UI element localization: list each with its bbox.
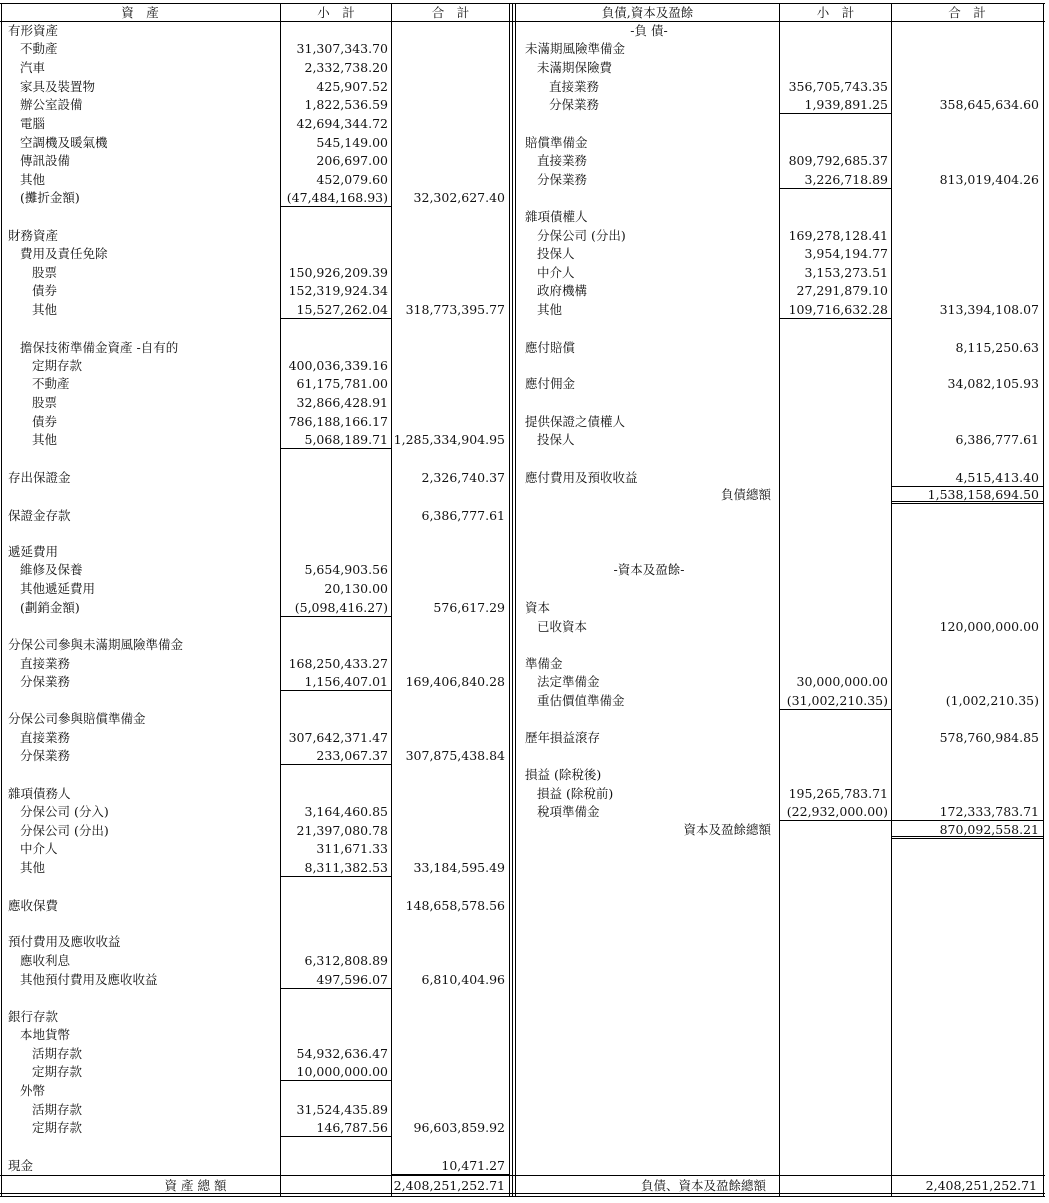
left-row-label: 債券 [32, 414, 58, 429]
left-total-value: 33,184,595.49 [413, 860, 505, 875]
right-total-value: 120,000,000.00 [939, 619, 1039, 634]
right-row-label: 投保人 [537, 432, 575, 447]
left-total-value: 169,406,840.28 [405, 674, 505, 689]
left-row-label: (攤折金額) [20, 190, 80, 205]
liab-total-label: 負債、資本及盈餘總額 [640, 1178, 766, 1193]
left-total-value: 318,773,395.77 [405, 302, 505, 317]
left-row-label: 定期存款 [32, 1120, 83, 1135]
right-row-label: 投保人 [537, 246, 575, 261]
right-row-label: 賠償準備金 [525, 135, 588, 150]
left-row-label: 雜項債務人 [8, 786, 71, 801]
left-subtotal-value: 311,671.33 [316, 841, 388, 856]
left-subtotal-value: 786,188,166.17 [288, 414, 388, 429]
left-row-label: 保證金存款 [8, 508, 71, 523]
left-total-value: 10,471.27 [392, 1157, 509, 1175]
left-row-label: 債券 [32, 283, 58, 298]
left-row-label: 應收利息 [20, 953, 71, 968]
left-row-label: 股票 [32, 395, 58, 410]
left-row-label: 分保公司參與賠償準備金 [8, 711, 146, 726]
left-row-label: 銀行存款 [8, 1009, 59, 1024]
left-row-label: 分保公司參與未滿期風險準備金 [8, 637, 184, 652]
left-subtotal-value: 10,000,000.00 [281, 1063, 391, 1081]
left-row-label: 辦公室設備 [20, 97, 83, 112]
left-subtotal-value: 425,907.52 [316, 79, 388, 94]
left-subtotal-value: 168,250,433.27 [288, 656, 388, 671]
right-row-label: 應付佣金 [525, 376, 576, 391]
right-row-label: 法定準備金 [537, 674, 600, 689]
right-row-label: 中介人 [537, 265, 575, 280]
right-row-label: 政府機構 [537, 283, 588, 298]
left-subtotal-value: 545,149.00 [316, 135, 388, 150]
left-row-label: 不動產 [32, 376, 70, 391]
right-total-value: 34,082,105.93 [947, 376, 1039, 391]
left-subtotal-value: 152,319,924.34 [288, 283, 388, 298]
right-row-label: 損益 (除稅前) [537, 786, 614, 801]
left-subtotal-value: (5,098,416.27) [281, 599, 391, 617]
left-total-value: 576,617.29 [433, 600, 505, 615]
left-row-label: 分保公司 (分入) [20, 804, 109, 819]
right-row-label: 提供保證之債權人 [525, 414, 626, 429]
right-total-value: 6,386,777.61 [955, 432, 1039, 447]
liab-total-value: 2,408,251,252.71 [925, 1178, 1037, 1193]
right-row-label: 直接業務 [537, 153, 588, 168]
left-total-value: 2,326,740.37 [421, 470, 505, 485]
right-row-label: 應付賠償 [525, 340, 576, 355]
left-subtotal-value: 1,156,407.01 [281, 673, 391, 691]
right-row-label: 已收資本 [537, 619, 588, 634]
right-row-label: 歷年損益滾存 [525, 730, 601, 745]
left-row-label: 本地貨幣 [20, 1027, 71, 1042]
left-row-label: 定期存款 [32, 358, 83, 373]
left-row-label: 傳訊設備 [20, 153, 71, 168]
left-row-label: 其他預付費用及應收收益 [20, 972, 158, 987]
right-subtotal-value: (22,932,000.00) [780, 803, 891, 821]
right-subtotal-value: 195,265,783.71 [788, 786, 888, 801]
left-row-label: 分保業務 [20, 674, 71, 689]
right-total-value: 813,019,404.26 [939, 172, 1039, 187]
left-row-label: 應收保費 [8, 898, 59, 913]
left-row-label: 不動產 [20, 41, 58, 56]
left-row-label: 其他 [20, 172, 46, 187]
left-row-label: 活期存款 [32, 1102, 83, 1117]
left-subtotal-value: 307,642,371.47 [288, 730, 388, 745]
left-row-label: 外幣 [20, 1083, 46, 1098]
assets-total-value: 2,408,251,252.71 [393, 1178, 505, 1193]
left-row-label: 直接業務 [20, 656, 71, 671]
left-row-label: 分保業務 [20, 748, 71, 763]
right-subtotal-value: 3,226,718.89 [780, 171, 891, 189]
left-row-label: 分保公司 (分出) [20, 823, 109, 838]
left-row-label: 股票 [32, 265, 58, 280]
right-total-value: 8,115,250.63 [955, 340, 1039, 355]
left-subtotal-value: 206,697.00 [316, 153, 388, 168]
left-row-label: 其他 [32, 302, 58, 317]
right-subtotal-value: 356,705,743.35 [788, 79, 888, 94]
left-subtotal-value: 42,694,344.72 [296, 116, 388, 131]
left-subtotal-value: 497,596.07 [281, 971, 391, 989]
right-row-label: 分保公司 (分出) [537, 228, 626, 243]
left-subtotal-value: 3,164,460.85 [304, 804, 388, 819]
right-subtotal-value: 27,291,879.10 [796, 283, 888, 298]
right-row-label: 雜項債權人 [525, 209, 588, 224]
left-subtotal-value: 8,311,382.53 [281, 859, 391, 877]
left-subtotal-value: 233,067.37 [281, 747, 391, 765]
left-row-label: 存出保證金 [8, 470, 71, 485]
left-row-label: 有形資產 [8, 23, 59, 38]
left-total-value: 32,302,627.40 [413, 190, 505, 205]
right-row-label: 稅項準備金 [537, 804, 600, 819]
right-row-label: 其他 [537, 302, 563, 317]
left-row-label: 定期存款 [32, 1064, 83, 1079]
left-row-label: 財務資產 [8, 228, 59, 243]
left-total-value: 6,810,404.96 [421, 972, 505, 987]
right-subtotal-value: 809,792,685.37 [788, 153, 888, 168]
left-row-label: 其他 [20, 860, 46, 875]
header-subtotal-right: 小 計 [816, 5, 855, 20]
right-row-label: 直接業務 [549, 79, 600, 94]
right-row-label: 應付費用及預收收益 [525, 470, 638, 485]
header-total-right: 合 計 [948, 5, 986, 20]
left-total-value: 307,875,438.84 [405, 748, 505, 763]
right-total-value: 172,333,783.71 [892, 803, 1043, 821]
left-subtotal-value: 32,866,428.91 [296, 395, 388, 410]
left-row-label: 家具及裝置物 [20, 79, 96, 94]
left-total-value: 148,658,578.56 [405, 898, 505, 913]
left-subtotal-value: 1,822,536.59 [304, 97, 388, 112]
right-total-value: 4,515,413.40 [892, 469, 1043, 487]
right-subtotal-value: 109,716,632.28 [780, 301, 891, 319]
left-subtotal-value: 15,527,262.04 [281, 301, 391, 319]
right-row-label: 資本及盈餘總額 [683, 822, 771, 837]
right-row-label: 分保業務 [537, 172, 588, 187]
left-row-label: 中介人 [20, 841, 58, 856]
left-total-value: 96,603,859.92 [413, 1120, 505, 1135]
left-subtotal-value: 54,932,636.47 [296, 1046, 388, 1061]
header-assets: 資 產 [121, 5, 159, 20]
right-subtotal-value: 3,153,273.51 [804, 265, 888, 280]
left-row-label: 現金 [8, 1158, 34, 1173]
right-row-label: 未滿期保險費 [537, 60, 613, 75]
left-row-label: 維修及保養 [20, 562, 83, 577]
right-row-label: 重估價值準備金 [537, 693, 625, 708]
right-row-label: -負 債- [630, 23, 668, 38]
left-row-label: (劃銷金額) [20, 600, 80, 615]
right-total-value: 870,092,558.21 [892, 821, 1043, 839]
left-subtotal-value: 150,926,209.39 [288, 265, 388, 280]
left-subtotal-value: 452,079.60 [316, 172, 388, 187]
right-subtotal-value: 1,939,891.25 [780, 96, 891, 114]
left-row-label: 空調機及暖氣機 [20, 135, 108, 150]
right-subtotal-value: 169,278,128.41 [788, 228, 888, 243]
left-total-value: 1,285,334,904.95 [393, 432, 505, 447]
left-subtotal-value: 146,787.56 [281, 1119, 391, 1137]
right-total-value: 313,394,108.07 [939, 302, 1039, 317]
left-row-label: 其他遞延費用 [20, 581, 96, 596]
left-total-value: 6,386,777.61 [421, 508, 505, 523]
left-subtotal-value: 20,130.00 [324, 581, 388, 596]
left-row-label: 擔保技術準備金資產 -自有的 [20, 340, 179, 355]
left-subtotal-value: 21,397,080.78 [296, 823, 388, 838]
assets-total-label: 資 產 總 額 [164, 1178, 227, 1193]
left-subtotal-value: 31,524,435.89 [296, 1102, 388, 1117]
right-total-value: 578,760,984.85 [939, 730, 1039, 745]
right-row-label: 準備金 [525, 656, 563, 671]
right-subtotal-value: 3,954,194.77 [804, 246, 888, 261]
right-total-value: 1,538,158,694.50 [892, 486, 1043, 504]
left-row-label: 預付費用及應收收益 [8, 934, 121, 949]
right-row-label: 損益 (除稅後) [525, 767, 602, 782]
left-subtotal-value: 2,332,738.20 [304, 60, 388, 75]
right-subtotal-value: (31,002,210.35) [780, 692, 891, 710]
right-row-label: 負債總額 [720, 487, 771, 502]
right-subtotal-value: 30,000,000.00 [796, 674, 888, 689]
left-row-label: 汽車 [20, 60, 46, 75]
left-row-label: 費用及責任免除 [20, 246, 108, 261]
right-row-label: -資本及盈餘- [613, 562, 685, 577]
header-total-left: 合 計 [431, 5, 470, 20]
left-subtotal-value: 5,068,189.71 [281, 431, 391, 449]
left-row-label: 電腦 [20, 116, 46, 131]
right-total-value: (1,002,210.35) [945, 693, 1039, 708]
right-row-label: 資本 [525, 600, 551, 615]
right-total-value: 358,645,634.60 [939, 97, 1039, 112]
header-liabilities: 負債,資本及盈餘 [601, 5, 694, 20]
left-subtotal-value: 400,036,339.16 [288, 358, 388, 373]
right-row-label: 未滿期風險準備金 [525, 41, 626, 56]
left-subtotal-value: (47,484,168.93) [281, 189, 391, 207]
header-subtotal-left: 小 計 [317, 5, 355, 20]
left-subtotal-value: 6,312,808.89 [304, 953, 388, 968]
right-row-label: 分保業務 [549, 97, 600, 112]
left-subtotal-value: 61,175,781.00 [296, 376, 388, 391]
left-row-label: 其他 [32, 432, 58, 447]
left-row-label: 遞延費用 [8, 544, 59, 559]
left-row-label: 直接業務 [20, 730, 71, 745]
left-subtotal-value: 5,654,903.56 [304, 562, 388, 577]
left-row-label: 活期存款 [32, 1046, 83, 1061]
left-subtotal-value: 31,307,343.70 [296, 41, 388, 56]
